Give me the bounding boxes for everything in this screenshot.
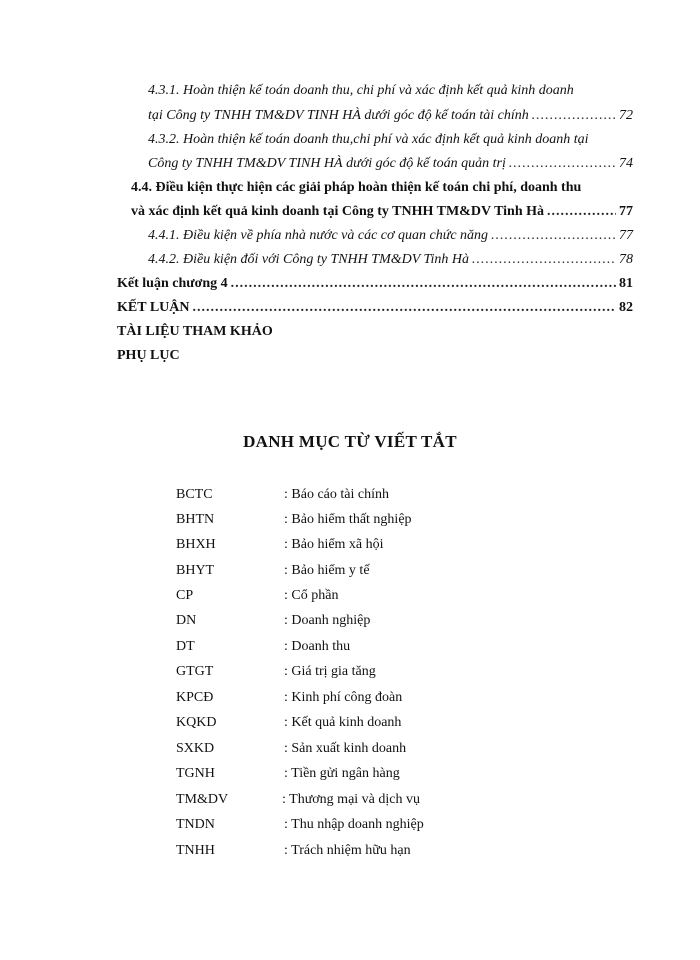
abbreviation-description: : Tiền gửi ngân hàng bbox=[284, 766, 400, 781]
abbreviation-description: : Kết quả kinh doanh bbox=[284, 715, 402, 730]
abbreviation-code: BHYT bbox=[176, 563, 215, 578]
abbreviation-description: : Trách nhiệm hữu hạn bbox=[284, 843, 411, 858]
abbreviations-title: DANH MỤC TỪ VIẾT TẮT bbox=[243, 432, 457, 451]
abbreviation-code: BCTC bbox=[176, 487, 213, 502]
abbreviation-code: TGNH bbox=[176, 766, 215, 781]
toc-item-text: 4.4.1. Điều kiện về phía nhà nước và các cơ quan chức năng bbox=[148, 228, 489, 243]
toc-item-conclusion-ch4 bbox=[117, 275, 633, 293]
toc-item-4-4-1 bbox=[148, 227, 633, 245]
abbreviation-code: DN bbox=[176, 613, 197, 628]
toc-leader-dots bbox=[192, 299, 616, 317]
abbreviation-description: : Sản xuất kinh doanh bbox=[284, 741, 407, 756]
toc-leader-dots bbox=[532, 107, 616, 125]
abbreviation-code: KPCĐ bbox=[176, 690, 214, 705]
toc-item-4-4-line1: 4.4. Điều kiện thực hiện các giải pháp hoàn thiện kế toán chi phí, doanh thu bbox=[131, 180, 582, 195]
abbreviation-description: : Báo cáo tài chính bbox=[284, 487, 389, 502]
abbreviation-description: : Doanh nghiệp bbox=[284, 613, 371, 628]
abbreviation-description: : Bảo hiểm thất nghiệp bbox=[284, 512, 412, 527]
abbreviation-description: : Bảo hiểm y tế bbox=[284, 563, 370, 578]
abbreviation-description: : Thương mại và dịch vụ bbox=[282, 792, 420, 807]
toc-item-references: TÀI LIỆU THAM KHẢO bbox=[117, 324, 273, 339]
toc-item-text: tại Công ty TNHH TM&DV TINH HÀ dưới góc độ kế toán tài chính bbox=[148, 108, 529, 123]
toc-page-number: 72 bbox=[619, 108, 633, 123]
toc-page-number: 78 bbox=[619, 252, 633, 267]
toc-page-number: 82 bbox=[619, 300, 633, 315]
abbreviation-code: DT bbox=[176, 639, 195, 654]
toc-item-4-4-line2 bbox=[131, 203, 633, 221]
toc-item-conclusion bbox=[117, 299, 633, 317]
abbreviation-description: : Kinh phí công đoàn bbox=[284, 690, 403, 705]
toc-page-number: 77 bbox=[619, 228, 633, 243]
toc-item-4-3-1-line2 bbox=[148, 107, 633, 125]
abbreviation-description: : Bảo hiểm xã hội bbox=[284, 537, 384, 552]
abbreviation-code: CP bbox=[176, 588, 194, 603]
abbreviation-code: KQKD bbox=[176, 715, 217, 730]
toc-leader-dots bbox=[491, 227, 616, 245]
abbreviation-code: GTGT bbox=[176, 664, 214, 679]
abbreviation-code: TM&DV bbox=[176, 792, 229, 807]
abbreviation-description: : Thu nhập doanh nghiệp bbox=[284, 817, 424, 832]
toc-item-4-3-2-line2 bbox=[148, 155, 633, 173]
toc-item-text: KẾT LUẬN bbox=[117, 300, 190, 315]
toc-item-4-3-1-line1: 4.3.1. Hoàn thiện kế toán doanh thu, chi phí và xác định kết quả kinh doanh bbox=[148, 83, 574, 98]
abbreviation-code: BHXH bbox=[176, 537, 216, 552]
toc-item-4-3-2-line1: 4.3.2. Hoàn thiện kế toán doanh thu,chi phí và xác định kết quả kinh doanh tại bbox=[148, 132, 589, 147]
abbreviation-code: TNDN bbox=[176, 817, 215, 832]
toc-leader-dots bbox=[509, 155, 616, 173]
abbreviation-code: SXKD bbox=[176, 741, 215, 756]
toc-item-4-4-2 bbox=[148, 251, 633, 269]
abbreviation-code: BHTN bbox=[176, 512, 215, 527]
toc-leader-dots bbox=[547, 203, 616, 221]
toc-leader-dots bbox=[231, 275, 616, 293]
toc-page-number: 77 bbox=[619, 204, 633, 219]
toc-item-appendix: PHỤ LỤC bbox=[117, 348, 180, 363]
toc-item-text: Công ty TNHH TM&DV TINH HÀ dưới góc độ kế toán quản trị bbox=[148, 156, 506, 171]
abbreviation-code: TNHH bbox=[176, 843, 215, 858]
abbreviation-description: : Cổ phần bbox=[284, 588, 339, 603]
toc-page-number: 74 bbox=[619, 156, 633, 171]
abbreviation-description: : Giá trị gia tăng bbox=[284, 664, 376, 679]
toc-leader-dots bbox=[472, 251, 616, 269]
toc-page-number: 81 bbox=[619, 276, 633, 291]
toc-item-text: 4.4.2. Điều kiện đối với Công ty TNHH TM&DV Tinh Hà bbox=[148, 252, 470, 267]
abbreviation-description: : Doanh thu bbox=[284, 639, 351, 654]
toc-item-text: Kết luận chương 4 bbox=[117, 276, 228, 291]
toc-item-text: và xác định kết quả kinh doanh tại Công ty TNHH TM&DV Tinh Hà bbox=[131, 204, 544, 219]
